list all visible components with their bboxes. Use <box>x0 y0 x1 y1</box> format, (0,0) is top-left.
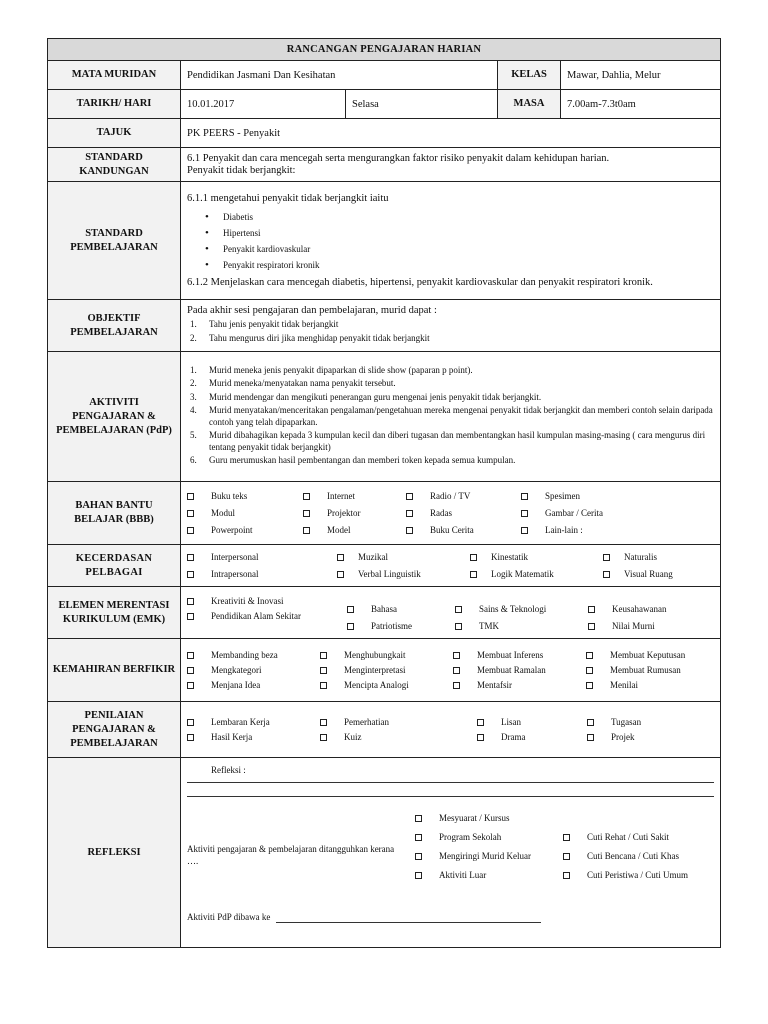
checkbox-icon[interactable] <box>521 510 528 517</box>
kemahiran-grid <box>187 648 714 693</box>
checkbox-icon[interactable] <box>320 719 327 726</box>
checkbox-option[interactable] <box>320 678 453 693</box>
refleksi-heading: Refleksi : <box>211 765 246 775</box>
checkbox-option[interactable] <box>187 489 303 504</box>
list-item <box>187 365 714 377</box>
checkbox-icon[interactable] <box>521 493 528 500</box>
checkbox-option[interactable] <box>588 602 698 617</box>
checkbox-option[interactable] <box>347 602 455 617</box>
checkbox-option[interactable] <box>587 730 697 745</box>
document-title: RANCANGAN PENGAJARAN HARIAN <box>48 39 721 61</box>
checkbox-icon[interactable] <box>477 719 484 726</box>
option-label: Menilai <box>610 679 638 690</box>
dibawa-input-line[interactable] <box>276 912 541 923</box>
objektif-label: OBJEKTIF PEMBELAJARAN <box>48 300 181 352</box>
refleksi-content <box>181 758 721 948</box>
option-label: Kreativiti & Inovasi <box>211 595 284 606</box>
ditangguhkan-section <box>187 809 714 885</box>
refleksi-line-2[interactable] <box>187 783 714 797</box>
option-label: Membuat Keputusan <box>610 649 686 660</box>
checkbox-option[interactable] <box>187 678 320 693</box>
option-label: Modul <box>211 507 236 518</box>
checkbox-icon[interactable] <box>453 682 460 689</box>
checkbox-option[interactable] <box>415 866 563 885</box>
checkbox-option[interactable] <box>563 828 688 847</box>
disease-list <box>205 209 714 273</box>
checkbox-icon[interactable] <box>563 834 570 841</box>
checkbox-icon[interactable] <box>453 667 460 674</box>
option-label: Patriotisme <box>371 620 412 631</box>
option-label: Cuti Rehat / Cuti Sakit <box>587 832 670 842</box>
checkbox-icon[interactable] <box>187 652 194 659</box>
checkbox-option[interactable] <box>187 715 320 730</box>
refleksi-label: REFLEKSI <box>48 758 181 948</box>
option-label: Membanding beza <box>211 649 278 660</box>
checkbox-option[interactable] <box>586 663 696 678</box>
emk-layout <box>187 592 714 634</box>
checkbox-option[interactable] <box>303 506 406 521</box>
option-label: Radas <box>430 507 452 518</box>
checkbox-icon[interactable] <box>187 571 194 578</box>
checkbox-option[interactable] <box>303 523 406 538</box>
checkbox-icon[interactable] <box>415 872 422 879</box>
checkbox-option[interactable] <box>187 648 320 663</box>
checkbox-icon[interactable] <box>320 734 327 741</box>
checkbox-icon[interactable] <box>563 872 570 879</box>
checkbox-icon[interactable] <box>187 493 194 500</box>
checkbox-icon[interactable] <box>586 652 593 659</box>
kelas-value: Mawar, Dahlia, Melur <box>561 61 721 90</box>
option-label: Lisan <box>501 716 521 727</box>
list-item: • Diabetis <box>205 209 714 225</box>
option-label: Cuti Peristiwa / Cuti Umum <box>587 870 689 880</box>
mata-muridan-value: Pendidikan Jasmani Dan Kesihatan <box>181 61 498 90</box>
item-number: 1. <box>190 319 197 329</box>
item-text: Guru merumuskan hasil pembentangan dan memberi token kepada semua kumpulan. <box>209 455 516 465</box>
checkbox-icon[interactable] <box>477 734 484 741</box>
checkbox-option[interactable] <box>406 489 521 504</box>
checkbox-icon[interactable] <box>563 853 570 860</box>
option-label: Interpersonal <box>211 551 259 562</box>
option-label: Gambar / Cerita <box>545 507 603 518</box>
ditangguhkan-text: Aktiviti pengajaran & pembelajaran ditangguhkan kerana …. <box>187 844 395 866</box>
option-label: Program Sekolah <box>439 832 502 842</box>
checkbox-option[interactable] <box>415 809 563 828</box>
option-label: Spesimen <box>545 490 580 501</box>
option-label: Mesyuarat / Kursus <box>439 813 510 823</box>
option-label: Aktiviti Luar <box>439 870 487 880</box>
option-label: Lain-lain : <box>545 524 583 535</box>
emk-options <box>181 587 721 639</box>
option-label: Menginterpretasi <box>344 664 406 675</box>
checkbox-option[interactable] <box>453 648 586 663</box>
checkbox-option[interactable] <box>320 648 453 663</box>
standard-pembelajaran-intro: 6.1.1 mengetahui penyakit tidak berjangkit iaitu <box>187 192 389 204</box>
checkbox-option[interactable] <box>588 619 698 634</box>
checkbox-icon[interactable] <box>586 682 593 689</box>
dibawa-label: Aktiviti PdP dibawa ke <box>187 912 271 922</box>
checkbox-option[interactable] <box>603 550 713 565</box>
item-number: 6. <box>190 455 197 465</box>
option-label: Drama <box>501 731 526 742</box>
lesson-plan-table <box>47 38 721 948</box>
checkbox-icon[interactable] <box>337 571 344 578</box>
option-label: Cuti Bencana / Cuti Khas <box>587 851 679 861</box>
checkbox-option[interactable] <box>453 663 586 678</box>
checkbox-icon[interactable] <box>187 734 194 741</box>
standard-pembelajaran-content <box>181 182 721 300</box>
option-label: Mentafsir <box>477 679 512 690</box>
checkbox-icon[interactable] <box>187 598 194 605</box>
objektif-list <box>187 319 714 344</box>
item-text: Murid meneka jenis penyakit dipaparkan di slide show (paparan p point). <box>209 364 473 375</box>
list-item <box>187 455 714 467</box>
option-label: Internet <box>327 490 355 501</box>
item-number: 2. <box>190 378 197 388</box>
checkbox-icon[interactable] <box>470 554 477 561</box>
masa-value: 7.00am-7.3t0am <box>561 90 721 119</box>
checkbox-icon[interactable] <box>347 606 354 613</box>
checkbox-option[interactable] <box>187 506 303 521</box>
list-item <box>187 430 714 453</box>
checkbox-icon[interactable] <box>320 652 327 659</box>
checkbox-icon[interactable] <box>406 493 413 500</box>
checkbox-option[interactable] <box>303 489 406 504</box>
option-label: Visual Ruang <box>624 568 673 579</box>
checkbox-icon[interactable] <box>406 527 413 534</box>
tarikh-value: 10.01.2017 <box>181 90 346 119</box>
checkbox-icon[interactable] <box>406 510 413 517</box>
checkbox-option[interactable] <box>586 648 696 663</box>
checkbox-option[interactable] <box>521 506 661 521</box>
checkbox-icon[interactable] <box>320 682 327 689</box>
option-label: Pendidikan Alam Sekitar <box>211 610 301 621</box>
emk-grid <box>347 592 698 634</box>
list-item <box>187 319 714 331</box>
emk-label: ELEMEN MERENTASI KURIKULUM (EMK) <box>48 587 181 639</box>
checkbox-icon[interactable] <box>187 719 194 726</box>
option-label: Lembaran Kerja <box>211 716 270 727</box>
checkbox-icon[interactable] <box>320 667 327 674</box>
option-label: Logik Matematik <box>491 568 554 579</box>
ditangguhkan-col2 <box>563 809 688 885</box>
masa-label: MASA <box>498 90 561 119</box>
checkbox-option[interactable] <box>337 550 470 565</box>
checkbox-option[interactable] <box>563 866 688 885</box>
item-text: Tahu mengurus diri jika menghidap penyakit tidak berjangkit <box>209 332 430 343</box>
standard-pembelajaran-label: STANDARD PEMBELAJARAN <box>48 182 181 300</box>
standard-pembelajaran-outro: 6.1.2 Menjelaskan cara mencegah diabetis, hipertensi, penyakit kardiovaskular dan penyakit respiratori kronik. <box>187 276 653 288</box>
option-label: Buku teks <box>211 490 248 501</box>
checkbox-option[interactable] <box>406 506 521 521</box>
checkbox-option[interactable] <box>320 730 477 745</box>
checkbox-option[interactable] <box>406 523 521 538</box>
option-label: Mengkategori <box>211 664 262 675</box>
checkbox-icon[interactable] <box>588 623 595 630</box>
bbb-grid <box>187 489 714 538</box>
checkbox-icon[interactable] <box>586 667 593 674</box>
bbb-options <box>181 482 721 545</box>
checkbox-icon[interactable] <box>187 554 194 561</box>
checkbox-icon[interactable] <box>187 613 194 620</box>
standard-kandungan-content <box>181 148 721 182</box>
checkbox-option[interactable] <box>187 730 320 745</box>
checkbox-icon[interactable] <box>415 815 422 822</box>
objektif-content <box>181 300 721 352</box>
checkbox-icon[interactable] <box>303 510 310 517</box>
checkbox-icon[interactable] <box>521 527 528 534</box>
checkbox-option[interactable] <box>187 663 320 678</box>
kecerdasan-grid <box>187 550 714 582</box>
option-label: Verbal Linguistik <box>358 568 421 579</box>
item-text: Murid meneka/menyatakan nama penyakit tersebut. <box>209 378 396 388</box>
option-label: Naturalis <box>624 551 657 562</box>
checkbox-icon[interactable] <box>347 623 354 630</box>
list-item <box>187 333 714 345</box>
checkbox-icon[interactable] <box>303 493 310 500</box>
checkbox-icon[interactable] <box>415 834 422 841</box>
checkbox-option[interactable] <box>320 715 477 730</box>
option-label: Radio / TV <box>430 490 471 501</box>
kecerdasan-options <box>181 545 721 587</box>
option-label: Mencipta Analogi <box>344 679 409 690</box>
option-label: Kuiz <box>344 731 362 742</box>
checkbox-icon[interactable] <box>587 719 594 726</box>
checkbox-option[interactable] <box>187 550 337 565</box>
checkbox-icon[interactable] <box>603 554 610 561</box>
option-label: Membuat Rumusan <box>610 664 681 675</box>
item-text: Tahu jenis penyakit tidak berjangkit <box>209 319 339 329</box>
checkbox-option[interactable] <box>470 550 603 565</box>
checkbox-option[interactable] <box>603 567 713 582</box>
item-number: 2. <box>190 332 197 343</box>
tarikh-label: TARIKH/ HARI <box>48 90 181 119</box>
checkbox-icon[interactable] <box>187 667 194 674</box>
checkbox-option[interactable] <box>455 602 588 617</box>
checkbox-option[interactable] <box>477 715 587 730</box>
option-label: Tugasan <box>611 716 642 727</box>
objektif-intro: Pada akhir sesi pengajaran dan pembelajaran, murid dapat : <box>187 305 437 316</box>
option-label: Nilai Murni <box>612 620 655 631</box>
item-number: 3. <box>190 391 197 402</box>
option-label: Mengiringi Murid Keluar <box>439 851 531 861</box>
checkbox-icon[interactable] <box>603 571 610 578</box>
option-label: Keusahawanan <box>612 603 667 614</box>
ditangguhkan-col1 <box>415 809 563 885</box>
aktiviti-list <box>187 365 714 467</box>
checkbox-icon[interactable] <box>187 527 194 534</box>
option-label: Kinestatik <box>491 551 528 562</box>
mata-muridan-label: MATA MURIDAN <box>48 61 181 90</box>
bbb-label: BAHAN BANTU BELAJAR (BBB) <box>48 482 181 545</box>
checkbox-option[interactable] <box>586 678 696 693</box>
checkbox-icon[interactable] <box>470 571 477 578</box>
list-item: • Penyakit kardiovaskular <box>205 241 714 257</box>
checkbox-icon[interactable] <box>187 682 194 689</box>
penilaian-grid <box>187 715 714 745</box>
lesson-plan-document <box>47 38 720 948</box>
option-label: Membuat Inferens <box>477 649 544 660</box>
item-number: 1. <box>190 364 197 375</box>
option-label: Hasil Kerja <box>211 731 253 742</box>
checkbox-option[interactable] <box>415 847 563 866</box>
checkbox-option[interactable] <box>587 715 697 730</box>
option-label: Menghubungkait <box>344 649 406 660</box>
option-label: Bahasa <box>371 603 397 614</box>
checkbox-icon[interactable] <box>453 652 460 659</box>
checkbox-icon[interactable] <box>455 623 462 630</box>
kelas-label: KELAS <box>498 61 561 90</box>
hari-value: Selasa <box>346 90 498 119</box>
list-item: • Hipertensi <box>205 225 714 241</box>
kemahiran-label: KEMAHIRAN BERFIKIR <box>48 639 181 702</box>
option-label: Intrapersonal <box>211 568 259 579</box>
kemahiran-options <box>181 639 721 702</box>
checkbox-icon[interactable] <box>303 527 310 534</box>
kecerdasan-label: KECERDASAN PELBAGAI <box>48 545 181 587</box>
aktiviti-label: AKTIVITI PENGAJARAN & PEMBELAJARAN (PdP) <box>48 352 181 482</box>
option-label: Pemerhatian <box>344 716 389 727</box>
list-item <box>187 392 714 404</box>
item-number: 4. <box>190 405 197 415</box>
list-item <box>187 378 714 390</box>
checkbox-option[interactable] <box>477 730 587 745</box>
option-label: Muzikal <box>358 551 388 562</box>
item-number: 5. <box>190 430 197 440</box>
option-label: TMK <box>479 620 499 631</box>
option-label: Menjana Idea <box>211 679 261 690</box>
dibawa-row <box>187 911 714 923</box>
option-label: Projek <box>611 731 635 742</box>
penilaian-label: PENILAIAN PENGAJARAN & PEMBELAJARAN <box>48 702 181 758</box>
standard-kandungan-line2: Penyakit tidak berjangkit: <box>187 164 296 176</box>
checkbox-option[interactable] <box>455 619 588 634</box>
item-text: Murid menyatakan/menceritakan pengalaman/pengetahuan mereka mengenai penyakit tidak berjangkit dan memberi contoh selain daripada contoh yang telah dipaparkan. <box>209 405 713 427</box>
checkbox-option[interactable] <box>187 523 303 538</box>
refleksi-line-1[interactable] <box>187 776 714 783</box>
checkbox-option[interactable] <box>187 594 347 609</box>
checkbox-option[interactable] <box>187 609 347 624</box>
option-label: Projektor <box>327 507 361 518</box>
item-text: Murid dibahagikan kepada 3 kumpulan kecil dan diberi tugasan dan membentangkan hasil kumpulan masing-masing ( cara mengurus diri tentang penyakit tidak berjangkit) <box>209 430 706 452</box>
checkbox-option[interactable] <box>521 523 661 538</box>
item-text: Murid mendengar dan mengikuti penerangan guru mengenai jenis penyakit tidak berjangkit. <box>209 391 542 402</box>
checkbox-option[interactable] <box>563 847 688 866</box>
emk-left-column <box>187 592 347 634</box>
checkbox-option[interactable] <box>415 828 563 847</box>
tajuk-value: PK PEERS - Penyakit <box>181 119 721 148</box>
checkbox-option[interactable] <box>347 619 455 634</box>
option-label: Buku Cerita <box>430 524 474 535</box>
checkbox-icon[interactable] <box>588 606 595 613</box>
penilaian-options <box>181 702 721 758</box>
checkbox-option[interactable] <box>187 567 337 582</box>
checkbox-icon[interactable] <box>415 853 422 860</box>
checkbox-option[interactable] <box>521 489 661 504</box>
checkbox-icon[interactable] <box>187 510 194 517</box>
tajuk-label: TAJUK <box>48 119 181 148</box>
option-label: Model <box>327 524 351 535</box>
list-item: • Penyakit respiratori kronik <box>205 257 714 273</box>
standard-kandungan-label: STANDARD KANDUNGAN <box>48 148 181 182</box>
aktiviti-content <box>181 352 721 482</box>
checkbox-icon[interactable] <box>455 606 462 613</box>
checkbox-option[interactable] <box>470 567 603 582</box>
checkbox-option[interactable] <box>320 663 453 678</box>
checkbox-option[interactable] <box>453 678 586 693</box>
list-item <box>187 405 714 428</box>
standard-kandungan-line1: 6.1 Penyakit dan cara mencegah serta mengurangkan faktor risiko penyakit dalam kehidupan harian. <box>187 152 610 164</box>
checkbox-option[interactable] <box>337 567 470 582</box>
option-label: Membuat Ramalan <box>477 664 546 675</box>
option-label: Powerpoint <box>211 524 253 535</box>
option-label: Sains & Teknologi <box>479 603 547 614</box>
checkbox-icon[interactable] <box>337 554 344 561</box>
checkbox-icon[interactable] <box>587 734 594 741</box>
